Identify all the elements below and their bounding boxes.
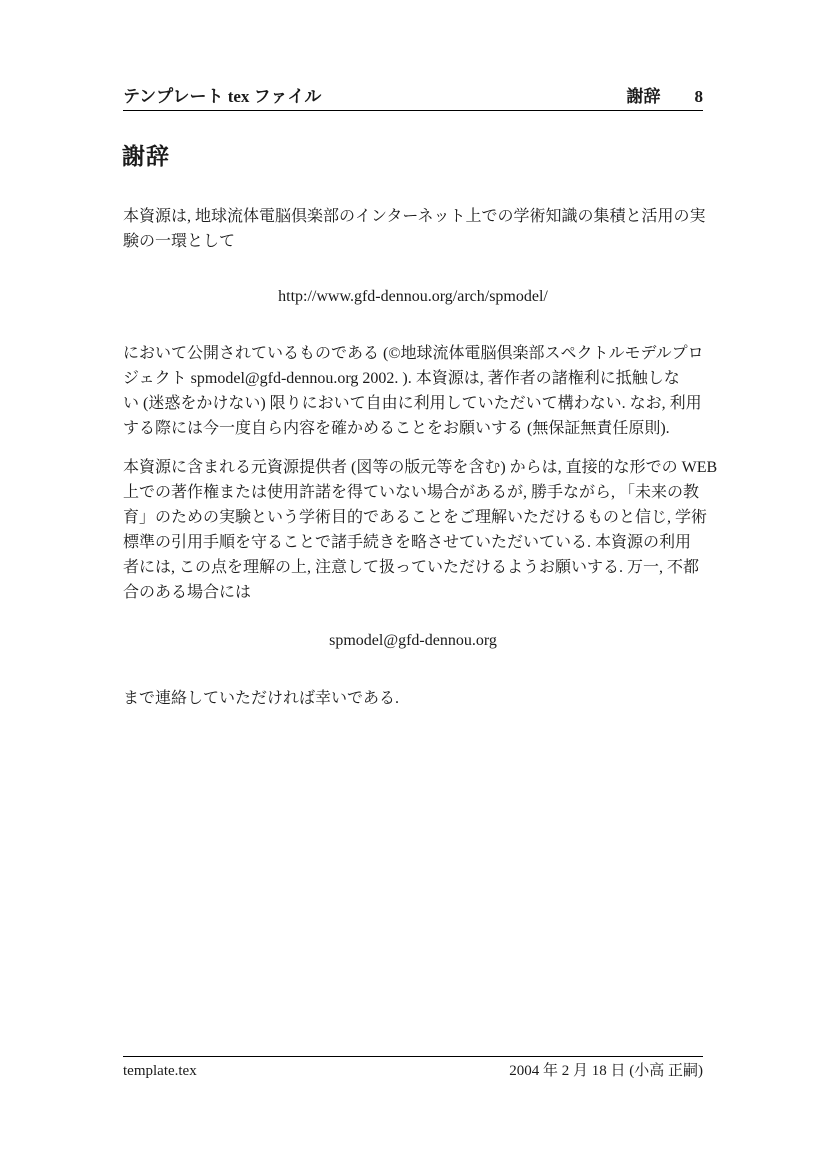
- running-footer: [123, 1056, 703, 1080]
- header-page-number: 8: [694, 87, 703, 106]
- paragraph-line: 本資源は, 地球流体電脳倶楽部のインターネット上での学術知識の集積と活用の実: [123, 208, 706, 225]
- paragraph-intro: [123, 204, 706, 254]
- paragraph-line: まで連絡していただければ幸いである.: [123, 690, 400, 707]
- project-url-text: http://www.gfd-dennou.org/arch/spmodel/: [278, 288, 548, 305]
- paragraph-line: 本資源に含まれる元資源提供者 (図等の版元等を含む) からは, 直接的な形での WEB: [123, 459, 718, 476]
- paragraph-line: 験の一環として: [123, 233, 236, 250]
- running-header: [123, 87, 703, 111]
- paragraph-line: い (迷惑をかけない) 限りにおいて自由に利用していただいて構わない. なお, 利用: [123, 395, 702, 412]
- paragraph-line: 育」のための実験という学術目的であることをご理解いただけるものと信じ, 学術: [123, 509, 708, 526]
- contact-email-text: spmodel@gfd-dennou.org: [329, 632, 497, 649]
- paragraph-line: において公開されているものである (©地球流体電脳倶楽部スペクトルモデルプロ: [123, 345, 704, 362]
- section-heading: 謝辞: [122, 143, 170, 169]
- paragraph-copyright-notice: [123, 455, 718, 605]
- footer-date-author: 2004 年 2 月 18 日 (小高 正嗣): [509, 1063, 703, 1079]
- paragraph-closing: [123, 686, 703, 711]
- paragraph-line: 標準の引用手順を守ることで諸手続きを略させていただいている. 本資源の利用: [123, 534, 692, 551]
- paragraph-license: [123, 341, 703, 441]
- paragraph-line: 上での著作権または使用許諾を得ていない場合があるが, 勝手ながら, 「未来の教: [123, 484, 700, 501]
- footer-filename: template.tex: [123, 1063, 197, 1079]
- paragraph-line: ジェクト spmodel@gfd-dennou.org 2002. ). 本資源は, 著作者の諸権利に抵触しな: [123, 370, 680, 387]
- header-right-group: [627, 87, 704, 106]
- header-section-label: 謝辞: [626, 87, 661, 106]
- paragraph-line: 合のある場合には: [123, 584, 252, 601]
- paragraph-line: する際には今一度自ら内容を確かめることをお願いする (無保証無責任原則).: [123, 420, 670, 437]
- header-document-title: テンプレート tex ファイル: [123, 87, 322, 106]
- paragraph-line: 者には, この点を理解の上, 注意して扱っていただけるようお願いする. 万一, 不都: [123, 559, 700, 576]
